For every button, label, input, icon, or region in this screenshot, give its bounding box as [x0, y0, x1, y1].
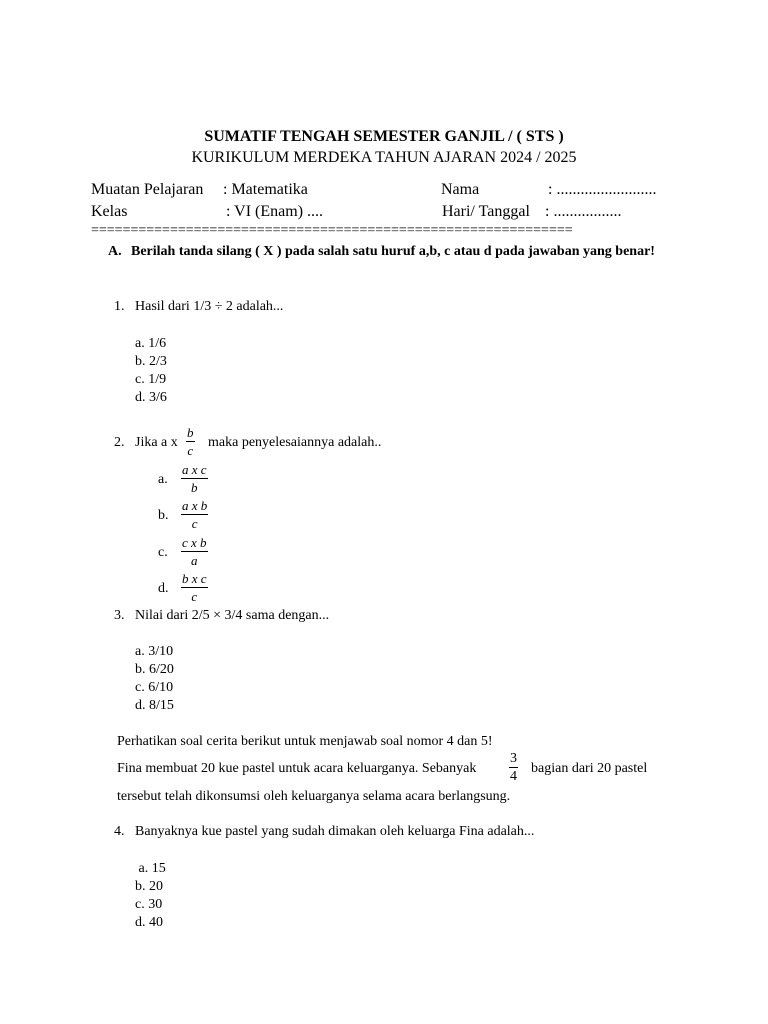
- answer-option[interactable]: a. 3/10: [135, 644, 174, 659]
- question-number: 4.: [114, 824, 125, 839]
- story-intro: Perhatikan soal cerita berikut untuk menjawab soal nomor 4 dan 5!: [117, 734, 493, 749]
- page-title: SUMATIF TENGAH SEMESTER GANJIL / ( STS ): [204, 128, 564, 145]
- name-value: : .........................: [548, 181, 657, 198]
- question-text: Jika a x: [135, 435, 178, 450]
- question-text: Banyaknya kue pastel yang sudah dimakan oleh keluarga Fina adalah...: [135, 824, 535, 839]
- date-label: Hari/ Tanggal: [442, 203, 530, 220]
- fraction: [509, 750, 518, 785]
- fraction-denominator: 4: [510, 769, 517, 784]
- fraction-denominator: a: [181, 551, 208, 569]
- answer-option[interactable]: d. 3/6: [135, 390, 167, 405]
- fraction-numerator: b: [187, 425, 194, 440]
- question-text: maka penyelesaiannya adalah..: [208, 435, 382, 450]
- answer-option-letter[interactable]: a.: [158, 472, 168, 487]
- class-value: : VI (Enam) ....: [226, 203, 324, 220]
- answer-option[interactable]: c. 6/10: [135, 680, 174, 695]
- answer-option[interactable]: a. 15: [135, 861, 166, 876]
- answer-option[interactable]: c. 30: [135, 897, 163, 912]
- answer-option[interactable]: c. 1/9: [135, 372, 167, 387]
- answer-option-fraction[interactable]: [181, 497, 208, 532]
- answer-option[interactable]: a. 1/6: [135, 336, 167, 351]
- class-label: Kelas: [91, 203, 128, 220]
- question-text: Nilai dari 2/5 × 3/4 sama dengan...: [135, 608, 330, 623]
- subject-value: : Matematika: [223, 181, 308, 198]
- page-subtitle: KURIKULUM MERDEKA TAHUN AJARAN 2024 / 2025: [191, 149, 577, 166]
- question-number: 1.: [114, 299, 125, 314]
- fraction-numerator: b x c: [182, 571, 207, 586]
- answer-option-fraction[interactable]: [181, 534, 208, 569]
- story-text: bagian dari 20 pastel: [531, 761, 648, 776]
- fraction-denominator: c: [187, 443, 194, 458]
- story-text: tersebut telah dikonsumsi oleh keluarganya selama acara berlangsung.: [117, 789, 511, 804]
- answer-option-fraction[interactable]: [181, 461, 208, 496]
- answer-option-letter[interactable]: b.: [158, 508, 169, 523]
- date-value: : .................: [545, 203, 622, 220]
- answer-option-fraction[interactable]: [181, 570, 208, 605]
- story-text: Fina membuat 20 kue pastel untuk acara keluarganya. Sebanyak: [117, 761, 477, 776]
- name-label: Nama: [441, 181, 480, 198]
- fraction-numerator: c x b: [182, 535, 207, 550]
- question-number: 2.: [114, 435, 125, 450]
- fraction-numerator: a x c: [182, 462, 207, 477]
- answer-option-letter[interactable]: d.: [158, 581, 169, 596]
- subject-label: Muatan Pelajaran: [91, 181, 204, 198]
- answer-option[interactable]: b. 6/20: [135, 662, 174, 677]
- fraction-denominator: c: [181, 587, 208, 605]
- fraction-numerator: 3: [510, 751, 517, 766]
- answer-option[interactable]: b. 20: [135, 879, 163, 894]
- section-letter: A.: [108, 244, 122, 259]
- fraction-numerator: a x b: [182, 498, 208, 513]
- answer-option[interactable]: d. 8/15: [135, 698, 174, 713]
- separator-line: =============================================================: [91, 223, 573, 238]
- fraction: [186, 424, 195, 459]
- question-text: Hasil dari 1/3 ÷ 2 adalah...: [135, 299, 284, 314]
- answer-option[interactable]: b. 2/3: [135, 354, 167, 369]
- fraction-denominator: c: [181, 514, 208, 532]
- answer-option[interactable]: d. 40: [135, 915, 163, 930]
- question-number: 3.: [114, 608, 125, 623]
- answer-option-letter[interactable]: c.: [158, 545, 168, 560]
- fraction-denominator: b: [181, 478, 208, 496]
- section-instruction-text: Berilah tanda silang ( X ) pada salah satu huruf a,b, c atau d pada jawaban yang benar!: [131, 244, 655, 259]
